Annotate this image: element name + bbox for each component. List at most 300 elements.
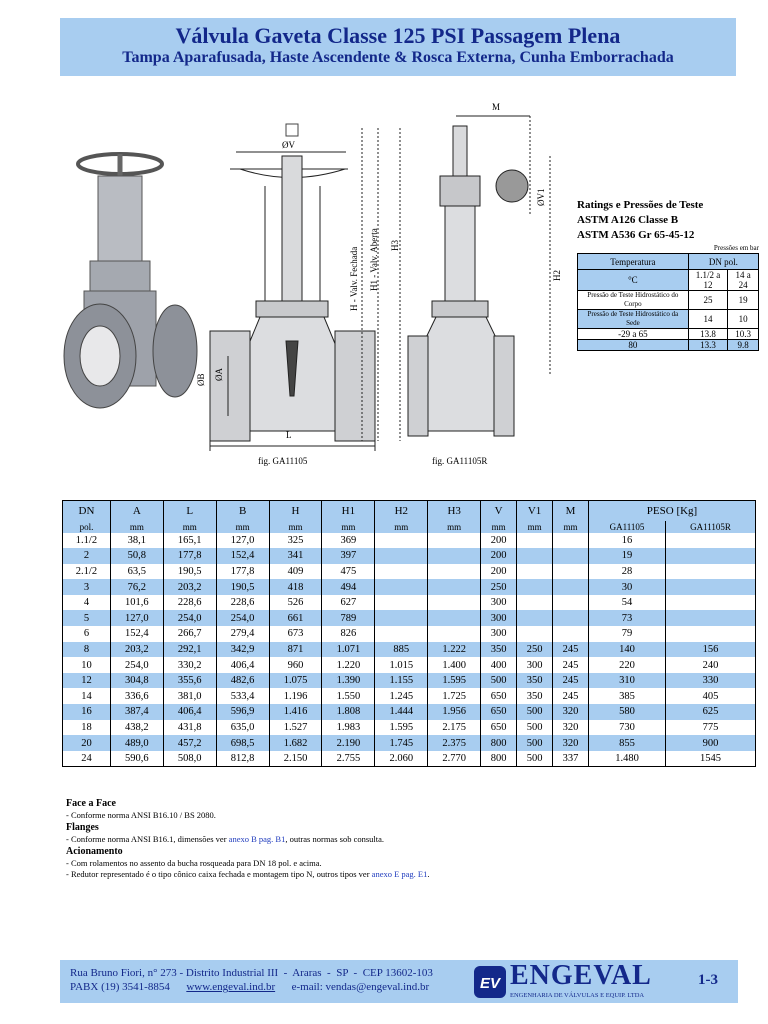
brand-name: ENGEVAL: [510, 960, 652, 991]
table-cell: 650: [481, 704, 517, 720]
table-cell: 190,5: [216, 579, 269, 595]
dim-label-OV: ØV: [282, 140, 295, 150]
table-cell: 245: [553, 657, 589, 673]
table-cell: 2.150: [269, 751, 322, 767]
table-cell: 1.595: [375, 720, 428, 736]
table-cell: 400: [481, 657, 517, 673]
table-cell: [666, 626, 756, 642]
table-cell: [517, 595, 553, 611]
table-cell: 406,4: [163, 704, 216, 720]
table-cell: 661: [269, 610, 322, 626]
table-cell: 800: [481, 735, 517, 751]
table-row: [63, 595, 756, 611]
table-cell: 500: [517, 735, 553, 751]
table-cell: 250: [517, 642, 553, 658]
table-unit-6: mm: [375, 521, 428, 533]
table-cell: 1.480: [589, 751, 666, 767]
dim-label-H3: H3: [390, 240, 400, 251]
test-seat-label: Pressão de Teste Hidrostático da Sede: [578, 310, 689, 329]
table-cell: 19: [589, 548, 666, 564]
table-cell: 1.725: [428, 688, 481, 704]
flanges-text: [66, 834, 666, 845]
test-body-v2: 19: [728, 291, 759, 310]
table-cell: [375, 548, 428, 564]
table-cell: 960: [269, 657, 322, 673]
table-cell: 156: [666, 642, 756, 658]
table-row: [63, 735, 756, 751]
table-cell: 1.075: [269, 673, 322, 689]
table-cell: 254,0: [110, 657, 163, 673]
table-cell: [666, 548, 756, 564]
table-cell: 812,8: [216, 751, 269, 767]
table-cell: 1.015: [375, 657, 428, 673]
dim-label-L: L: [286, 430, 292, 440]
table-cell: 24: [63, 751, 111, 767]
dim-label-H2: H2: [552, 270, 562, 281]
table-cell: [666, 564, 756, 580]
ratings-unit-note: Pressões em bar: [713, 244, 759, 252]
table-cell: [428, 564, 481, 580]
table-unit-0: pol.: [63, 521, 111, 533]
ratings-spec1: ASTM A126 Classe B: [577, 214, 679, 226]
table-cell: 438,2: [110, 720, 163, 736]
table-cell: 627: [322, 595, 375, 611]
table-row: [63, 720, 756, 736]
table-cell: [375, 595, 428, 611]
table-cell: 1545: [700, 752, 721, 764]
table-header-0: DN: [63, 501, 111, 521]
table-cell: 369: [322, 533, 375, 549]
table-cell: 650: [481, 720, 517, 736]
page-footer: [60, 960, 738, 1003]
table-cell: 16: [589, 533, 666, 549]
table-row: [63, 610, 756, 626]
table-cell: [666, 579, 756, 595]
dim-label-OB: ØB: [196, 373, 206, 386]
table-cell: 3: [63, 579, 111, 595]
table-cell: 482,6: [216, 673, 269, 689]
figure-caption-right: fig. GA11105R: [432, 456, 488, 466]
table-cell: 30: [589, 579, 666, 595]
table-cell: 20: [63, 735, 111, 751]
table-cell: 405: [702, 690, 719, 702]
table-cell: 1.527: [269, 720, 322, 736]
table-header-2: L: [163, 501, 216, 521]
acion-text-pre: - Redutor representado é o tipo cônico caixa fechada e montagem tipo N, outros tipos ver: [66, 869, 372, 879]
table-cell: 14: [63, 688, 111, 704]
table-row: [63, 657, 756, 673]
table-cell: 1.400: [428, 657, 481, 673]
footer-address: [70, 966, 433, 994]
table-cell: 1.196: [269, 688, 322, 704]
table-cell: 596,9: [216, 704, 269, 720]
table-cell: 673: [269, 626, 322, 642]
table-cell: [553, 610, 589, 626]
rating-row1-temp: -29 a 65: [578, 329, 689, 340]
rating-row2-v2: 9.8: [728, 340, 759, 351]
table-cell: 1.416: [269, 704, 322, 720]
table-cell: 140: [589, 642, 666, 658]
table-header-6: H2: [375, 501, 428, 521]
table-cell: 885: [375, 642, 428, 658]
ratings-title: Ratings e Pressões de Teste: [577, 199, 704, 211]
page-header: [60, 18, 736, 76]
dim-label-OA: ØA: [214, 368, 224, 381]
table-cell: 165,1: [163, 533, 216, 549]
table-cell: 775: [702, 721, 719, 733]
brand-tagline: ENGENHARIA DE VÁLVULAS E EQUIP. LTDA: [510, 992, 645, 999]
dim-label-H: H - Valv. Fechada: [349, 246, 359, 311]
table-cell: 190,5: [163, 564, 216, 580]
table-cell: 304,8: [110, 673, 163, 689]
table-cell: 337: [553, 751, 589, 767]
table-cell: 826: [322, 626, 375, 642]
dim-label-M: M: [492, 102, 501, 112]
table-cell: 1.071: [322, 642, 375, 658]
table-cell: 5: [63, 610, 111, 626]
table-cell: 350: [517, 688, 553, 704]
test-seat-v1: 14: [688, 310, 728, 329]
ev-logo-letters: EV: [479, 975, 501, 992]
table-header-8: V: [481, 501, 517, 521]
table-cell: 1.550: [322, 688, 375, 704]
table-cell: 330,2: [163, 657, 216, 673]
engeval-logo: [472, 962, 702, 1001]
table-cell: 650: [481, 688, 517, 704]
table-cell: 2: [63, 548, 111, 564]
table-cell: 1.245: [375, 688, 428, 704]
table-cell: 350: [481, 642, 517, 658]
table-cell: 16: [63, 704, 111, 720]
page-number: 1-3: [698, 972, 718, 988]
table-cell: [666, 595, 756, 611]
table-cell: 730: [589, 720, 666, 736]
notes-section: [66, 797, 666, 880]
table-cell: 635,0: [216, 720, 269, 736]
table-unit-2: mm: [163, 521, 216, 533]
flanges-link[interactable]: anexo B pag. B1: [228, 834, 286, 844]
table-cell: 2.755: [322, 751, 375, 767]
table-cell: 500: [517, 704, 553, 720]
table-cell: 54: [589, 595, 666, 611]
table-cell: 855: [589, 735, 666, 751]
table-cell: [428, 610, 481, 626]
dn-label-cell: DN pol.: [688, 254, 758, 270]
rating-row1-v2: 10.3: [728, 329, 759, 340]
table-cell: 625: [666, 704, 756, 720]
acionamento-link[interactable]: anexo E pag. E1: [371, 869, 428, 879]
table-cell: [517, 548, 553, 564]
table-cell: 590,6: [110, 751, 163, 767]
table-cell: 300: [517, 657, 553, 673]
table-cell: 1.155: [375, 673, 428, 689]
rating-row1-v1: 13.8: [688, 329, 728, 340]
table-cell: 385: [589, 688, 666, 704]
table-cell: 2.175: [428, 720, 481, 736]
table-cell: 152,4: [216, 548, 269, 564]
table-cell: 320: [553, 704, 589, 720]
table-cell: 177,8: [163, 548, 216, 564]
table-cell: [428, 579, 481, 595]
table-header-5: H1: [322, 501, 375, 521]
table-cell: [428, 595, 481, 611]
table-cell: 177,8: [216, 564, 269, 580]
table-cell: 320: [553, 720, 589, 736]
table-unit-7: mm: [428, 521, 481, 533]
table-cell: 698,5: [216, 735, 269, 751]
table-cell: 10: [63, 657, 111, 673]
table-cell: 2.770: [428, 751, 481, 767]
table-cell: 341: [269, 548, 322, 564]
face-text: - Conforme norma ANSI B16.10 / BS 2080.: [66, 810, 216, 820]
table-cell: 2.060: [375, 751, 428, 767]
valve-technical-drawing: [60, 96, 570, 471]
table-cell: 220: [589, 657, 666, 673]
table-cell: 526: [269, 595, 322, 611]
table-row: [63, 642, 756, 658]
table-unit-4: mm: [269, 521, 322, 533]
table-cell: 310: [589, 673, 666, 689]
table-cell: 431,8: [163, 720, 216, 736]
table-cell: 28: [589, 564, 666, 580]
face-title: Face a Face: [66, 798, 116, 809]
table-row: [63, 688, 756, 704]
table-cell: 1.745: [375, 735, 428, 751]
table-cell: 789: [322, 610, 375, 626]
email-text[interactable]: e-mail: vendas@engeval.ind.br: [291, 981, 430, 993]
table-cell: 127,0: [110, 610, 163, 626]
table-cell: 2.190: [322, 735, 375, 751]
table-cell: 300: [481, 610, 517, 626]
table-unit-1: mm: [110, 521, 163, 533]
table-cell: 1.595: [428, 673, 481, 689]
table-cell: 4: [63, 595, 111, 611]
table-cell: 533,4: [216, 688, 269, 704]
table-cell: [666, 610, 756, 626]
table-cell: 12: [63, 673, 111, 689]
table-cell: 76,2: [110, 579, 163, 595]
table-cell: 200: [481, 533, 517, 549]
table-cell: [428, 626, 481, 642]
table-row: [63, 626, 756, 642]
rating-row2-temp: 80: [578, 340, 689, 351]
table-cell: 245: [553, 688, 589, 704]
page-subtitle: Tampa Aparafusada, Haste Ascendente & Rosca Externa, Cunha Emborrachada: [122, 49, 674, 66]
table-cell: 508,0: [163, 751, 216, 767]
table-cell: 1.983: [322, 720, 375, 736]
table-cell: 336,6: [110, 688, 163, 704]
table-cell: [375, 626, 428, 642]
table-cell: 330: [666, 673, 756, 689]
test-seat-v2: 10: [728, 310, 759, 329]
table-cell: 381,0: [163, 688, 216, 704]
temp-unit-cell: °C: [578, 270, 689, 291]
table-row: [63, 533, 756, 549]
figure-caption-left: fig. GA11105: [258, 456, 308, 466]
table-unit-8: mm: [481, 521, 517, 533]
table-cell: 2.1/2: [63, 564, 111, 580]
table-cell: 79: [589, 626, 666, 642]
table-cell: 292,1: [163, 642, 216, 658]
table-header-7: H3: [428, 501, 481, 521]
table-cell: 245: [553, 642, 589, 658]
rating-row2-v1: 13.3: [688, 340, 728, 351]
table-cell: 127,0: [216, 533, 269, 549]
table-cell: 500: [517, 751, 553, 767]
dimensions-table: [62, 500, 756, 767]
ratings-panel: [577, 198, 759, 351]
table-unit-11: GA11105: [589, 521, 666, 533]
table-unit-3: mm: [216, 521, 269, 533]
table-cell: 418: [269, 579, 322, 595]
table-row: [63, 751, 756, 767]
table-cell: 63,5: [110, 564, 163, 580]
valve-drawing-gear: [408, 116, 550, 436]
table-cell: 1.956: [428, 704, 481, 720]
table-cell: 900: [666, 735, 756, 751]
table-row: [63, 548, 756, 564]
table-cell: [428, 533, 481, 549]
table-cell: 50,8: [110, 548, 163, 564]
table-cell: 101,6: [110, 595, 163, 611]
table-row: [63, 673, 756, 689]
table-cell: 387,4: [110, 704, 163, 720]
table-cell: [375, 579, 428, 595]
table-cell: [517, 564, 553, 580]
table-header-11: PESO [Kg]: [589, 501, 756, 521]
dn-range2-cell: 14 a 24: [728, 270, 759, 291]
table-cell: 457,2: [163, 735, 216, 751]
table-cell: [375, 610, 428, 626]
table-cell: 494: [322, 579, 375, 595]
table-cell: 500: [517, 720, 553, 736]
table-cell: 240: [702, 659, 719, 671]
table-cell: 300: [481, 595, 517, 611]
table-cell: 18: [63, 720, 111, 736]
table-cell: [375, 564, 428, 580]
table-unit-9: mm: [517, 521, 553, 533]
dn-range1-cell: 1.1/2 a 12: [688, 270, 728, 291]
table-cell: 200: [481, 564, 517, 580]
table-row: [63, 579, 756, 595]
table-cell: 350: [517, 673, 553, 689]
table-cell: 409: [269, 564, 322, 580]
table-cell: 2.375: [428, 735, 481, 751]
table-cell: 266,7: [163, 626, 216, 642]
table-cell: 320: [553, 735, 589, 751]
table-cell: [517, 626, 553, 642]
table-cell: 250: [481, 579, 517, 595]
table-cell: 355,6: [163, 673, 216, 689]
address-text: Rua Bruno Fiori, n° 273 - Distrito Industrial III - Araras - SP - CEP 13602-103: [70, 967, 433, 979]
table-cell: 152,4: [110, 626, 163, 642]
table-cell: 800: [481, 751, 517, 767]
table-cell: 325: [269, 533, 322, 549]
table-cell: [375, 533, 428, 549]
table-cell: [553, 564, 589, 580]
table-cell: 300: [481, 626, 517, 642]
table-cell: 254,0: [216, 610, 269, 626]
table-cell: [553, 626, 589, 642]
table-cell: 279,4: [216, 626, 269, 642]
table-cell: 580: [589, 704, 666, 720]
table-unit-10: mm: [553, 521, 589, 533]
table-cell: 245: [553, 673, 589, 689]
table-cell: 871: [269, 642, 322, 658]
temp-label-cell: Temperatura: [578, 254, 689, 270]
table-cell: 500: [481, 673, 517, 689]
table-cell: 228,6: [216, 595, 269, 611]
table-cell: [553, 595, 589, 611]
website-link[interactable]: www.engeval.ind.br: [186, 981, 276, 993]
table-cell: 1.444: [375, 704, 428, 720]
flanges-text-pre: - Conforme norma ANSI B16.1, dimensões ver: [66, 834, 229, 844]
page-title: Válvula Gaveta Classe 125 PSI Passagem Plena: [175, 23, 621, 48]
flanges-title: Flanges: [66, 822, 99, 833]
table-cell: 1.222: [428, 642, 481, 658]
table-cell: 1.808: [322, 704, 375, 720]
table-cell: 489,0: [110, 735, 163, 751]
table-row: [63, 564, 756, 580]
table-cell: 200: [481, 548, 517, 564]
table-cell: 254,0: [163, 610, 216, 626]
table-header-4: H: [269, 501, 322, 521]
table-header-10: M: [553, 501, 589, 521]
table-header-1: A: [110, 501, 163, 521]
table-cell: 1.682: [269, 735, 322, 751]
table-cell: 6: [63, 626, 111, 642]
table-cell: 8: [63, 642, 111, 658]
valve-3d-illustration: [64, 154, 197, 408]
dim-label-OV1: ØV1: [536, 188, 546, 206]
table-cell: 397: [322, 548, 375, 564]
flanges-text-post: , outras normas sob consulta.: [285, 834, 385, 844]
table-cell: 203,2: [163, 579, 216, 595]
table-cell: 1.220: [322, 657, 375, 673]
table-cell: 406,4: [216, 657, 269, 673]
table-cell: [428, 548, 481, 564]
acionamento-text2: [66, 869, 666, 880]
acionamento-title: Acionamento: [66, 846, 123, 857]
table-header-9: V1: [517, 501, 553, 521]
acionamento-text1: - Com rolamentos no assento da bucha rosqueada para DN 18 pol. e acima.: [66, 858, 322, 868]
dim-label-H1: H1 - Valv. Aberta: [369, 228, 379, 291]
acion-text-post: .: [427, 869, 430, 879]
ratings-table: [577, 253, 759, 351]
table-cell: 38,1: [110, 533, 163, 549]
table-cell: [517, 579, 553, 595]
test-body-label: Pressão de Teste Hidrostático do Corpo: [578, 291, 689, 310]
table-cell: [553, 533, 589, 549]
table-cell: [517, 533, 553, 549]
phone-text: PABX (19) 3541-8854: [70, 981, 170, 993]
table-cell: [553, 548, 589, 564]
table-cell: 203,2: [110, 642, 163, 658]
table-cell: 1.1/2: [63, 533, 111, 549]
table-cell: 475: [322, 564, 375, 580]
test-body-v1: 25: [688, 291, 728, 310]
table-unit-5: mm: [322, 521, 375, 533]
table-cell: [517, 610, 553, 626]
table-cell: [666, 533, 756, 549]
table-cell: [553, 579, 589, 595]
ev-logo-icon: [472, 964, 508, 1000]
table-cell: 1.390: [322, 673, 375, 689]
table-cell: 73: [589, 610, 666, 626]
ratings-spec2: ASTM A536 Gr 65-45-12: [577, 229, 695, 241]
table-row: [63, 704, 756, 720]
table-header-3: B: [216, 501, 269, 521]
